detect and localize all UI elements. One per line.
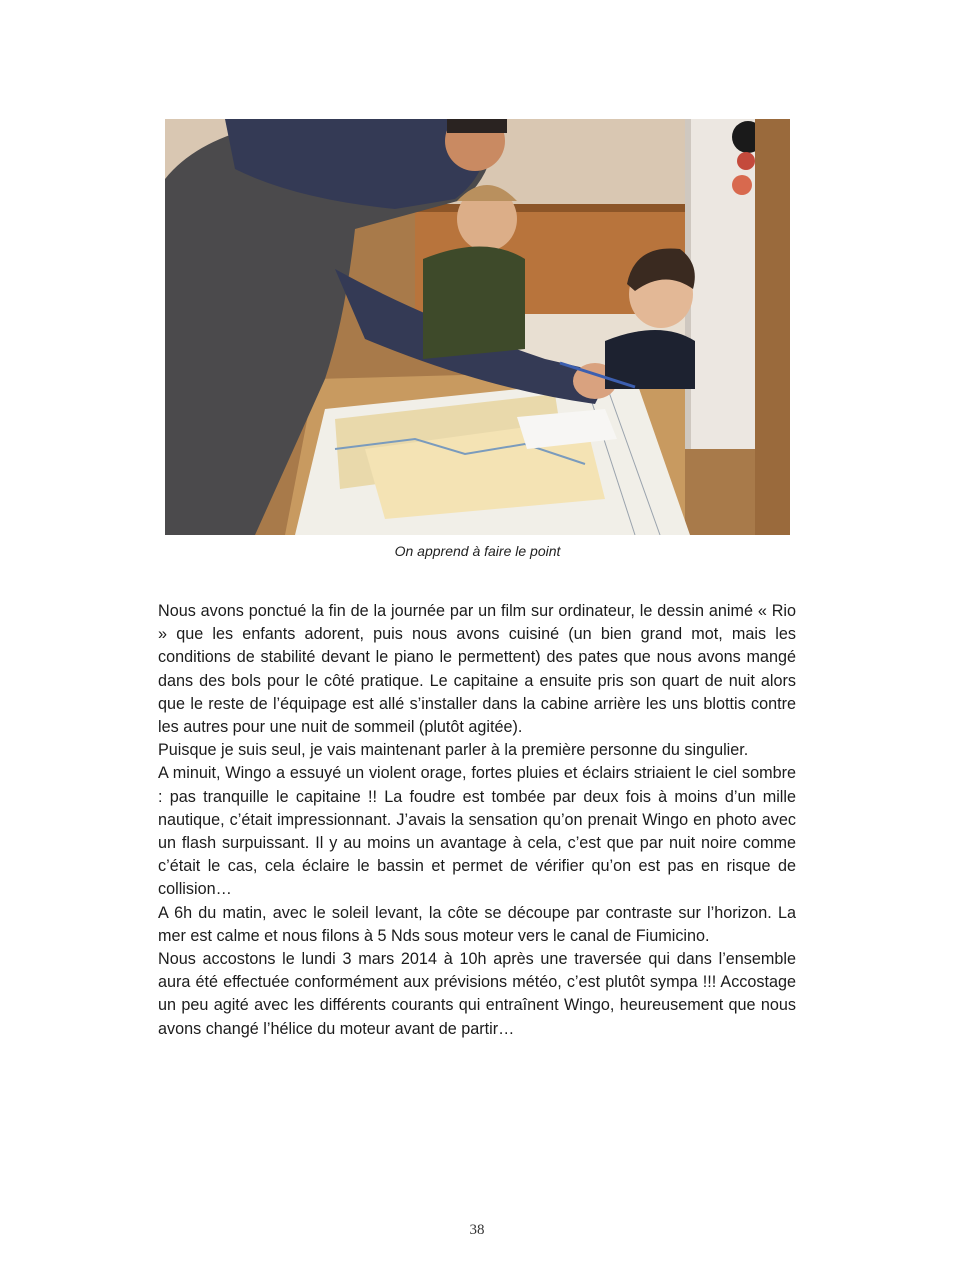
body-text xyxy=(158,600,796,1041)
photo xyxy=(165,119,790,535)
paragraph: Puisque je suis seul, je vais maintenant parler à la première personne du singulier. xyxy=(158,741,749,760)
paragraph: A 6h du matin, avec le soleil levant, la côte se découpe par contraste sur l’horizon. La mer est calme et nous filons à 5 Nds sous moteur vers le canal de Fiumicino. xyxy=(158,903,796,945)
paragraph: Nous accostons le lundi 3 mars 2014 à 10h après une traversée qui dans l’ensemble aura été effectuée conformément aux prévisions météo, c’est plutôt sympa !!! Accostage un peu agité avec les différents courants qui entraînent Wingo, heureusement que nous avons changé l’hélice du moteur avant de partir… xyxy=(158,950,796,1038)
page-number: 38 xyxy=(469,1222,485,1238)
photo-illustration xyxy=(165,119,790,535)
paragraph: Nous avons ponctué la fin de la journée par un film sur ordinateur, le dessin animé « Rio » que les enfants adorent, puis nous avons cuisiné (un bien grand mot, mais les conditions de stabilité devant le piano le permettent) des pates que nous avons mangé dans des bols pour le côté pratique. Le capitaine a ensuite pris son quart de nuit alors que le reste de l’équipage est allé s’installer dans la cabine arrière les uns blottis contre les autres pour une nuit de sommeil (plutôt agitée). xyxy=(158,602,796,737)
photo-caption: On apprend à faire le point xyxy=(394,543,561,559)
paragraph: A minuit, Wingo a essuyé un violent orage, fortes pluies et éclairs striaient le ciel sombre : pas tranquille le capitaine !! La foudre est tombée par deux fois à moins d’un mille nautique, c’était impressionnant. J’avais la sensation qu’on prenait Wingo en photo avec un flash surpuissant. Il y au moins un avantage à cela, c’est que par nuit noire comme c’était le cas, cela éclaire le bassin et permet de vérifier qu’on est pas en risque de collision… xyxy=(158,764,796,899)
